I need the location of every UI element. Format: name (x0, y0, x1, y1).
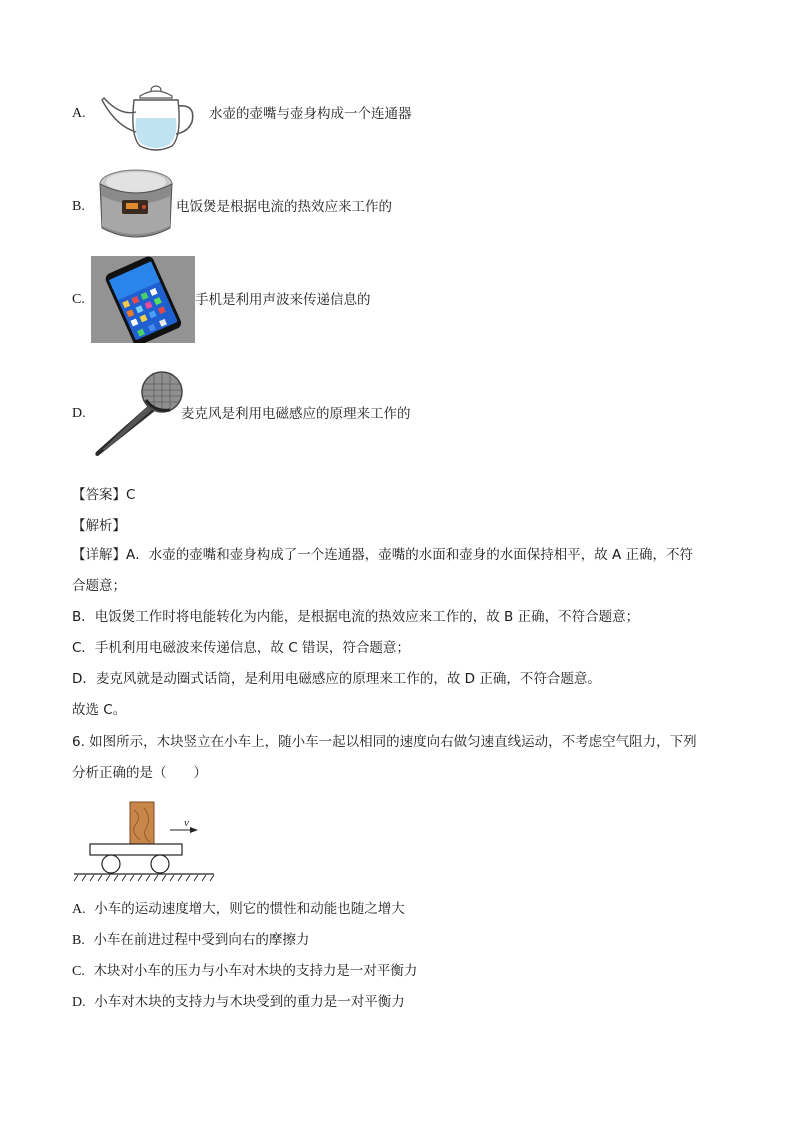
q6-option-a: A. 小车的运动速度增大，则它的惯性和动能也随之增大 (72, 901, 405, 917)
question6-stem-line1: 6. 如图所示，木块竖立在小车上，随小车一起以相同的速度向右做匀速直线运动，不考虑空气阻力，下列 (72, 734, 697, 750)
option-d-letter: D. (72, 406, 86, 421)
option-d-text: 麦克风是利用电磁感应的原理来工作的 (181, 406, 411, 422)
explanation-line: B．电饭煲工作时将电能转化为内能，是根据电流的热效应来工作的，故 B 正确，不符合题意； (72, 609, 640, 625)
rice-cooker-image (96, 166, 176, 244)
answer-label: 【答案】 (72, 487, 126, 503)
velocity-label: v (184, 817, 189, 829)
q6-option-d: D. 小车对木块的支持力与木块受到的重力是一对平衡力 (72, 994, 405, 1010)
analysis-label: 【解析】 (72, 518, 126, 534)
question6-stem (72, 732, 732, 794)
question6-options (72, 899, 732, 1023)
option-c-text: 手机是利用声波来传递信息的 (195, 292, 371, 308)
option-b-text: 电饭煲是根据电流的热效应来工作的 (176, 199, 392, 215)
question6-stem-line2: 分析正确的是（ ） (72, 765, 207, 781)
answer-value: C (126, 487, 136, 503)
answer-line (72, 483, 135, 503)
explanation-line: 【详解】A．水壶的壶嘴和壶身构成了一个连通器，壶嘴的水面和壶身的水面保持相平，故 A 正确，不符 (72, 547, 694, 563)
cart-figure (72, 800, 222, 884)
option-a-letter: A. (72, 106, 86, 121)
smartphone-image (91, 256, 195, 343)
teapot-image (100, 76, 200, 154)
explanation-line: D．麦克风就是动圈式话筒，是利用电磁感应的原理来工作的，故 D 正确，不符合题意。 (72, 671, 601, 687)
option-b-letter: B. (72, 199, 85, 214)
q6-option-b: B. 小车在前进过程中受到向右的摩擦力 (72, 932, 310, 948)
explanation-line: C．手机利用电磁波来传递信息，故 C 错误，符合题意； (72, 640, 410, 656)
explanation-line: 故选 C。 (72, 702, 127, 718)
option-c-letter: C. (72, 292, 85, 307)
option-a-text: 水壶的壶嘴与壶身构成一个连通器 (209, 106, 412, 122)
q6-option-c: C. 木块对小车的压力与小车对木块的支持力是一对平衡力 (72, 963, 418, 979)
explanation-block (72, 545, 732, 731)
explanation-line: 合题意； (72, 578, 126, 594)
microphone-image (92, 370, 184, 460)
